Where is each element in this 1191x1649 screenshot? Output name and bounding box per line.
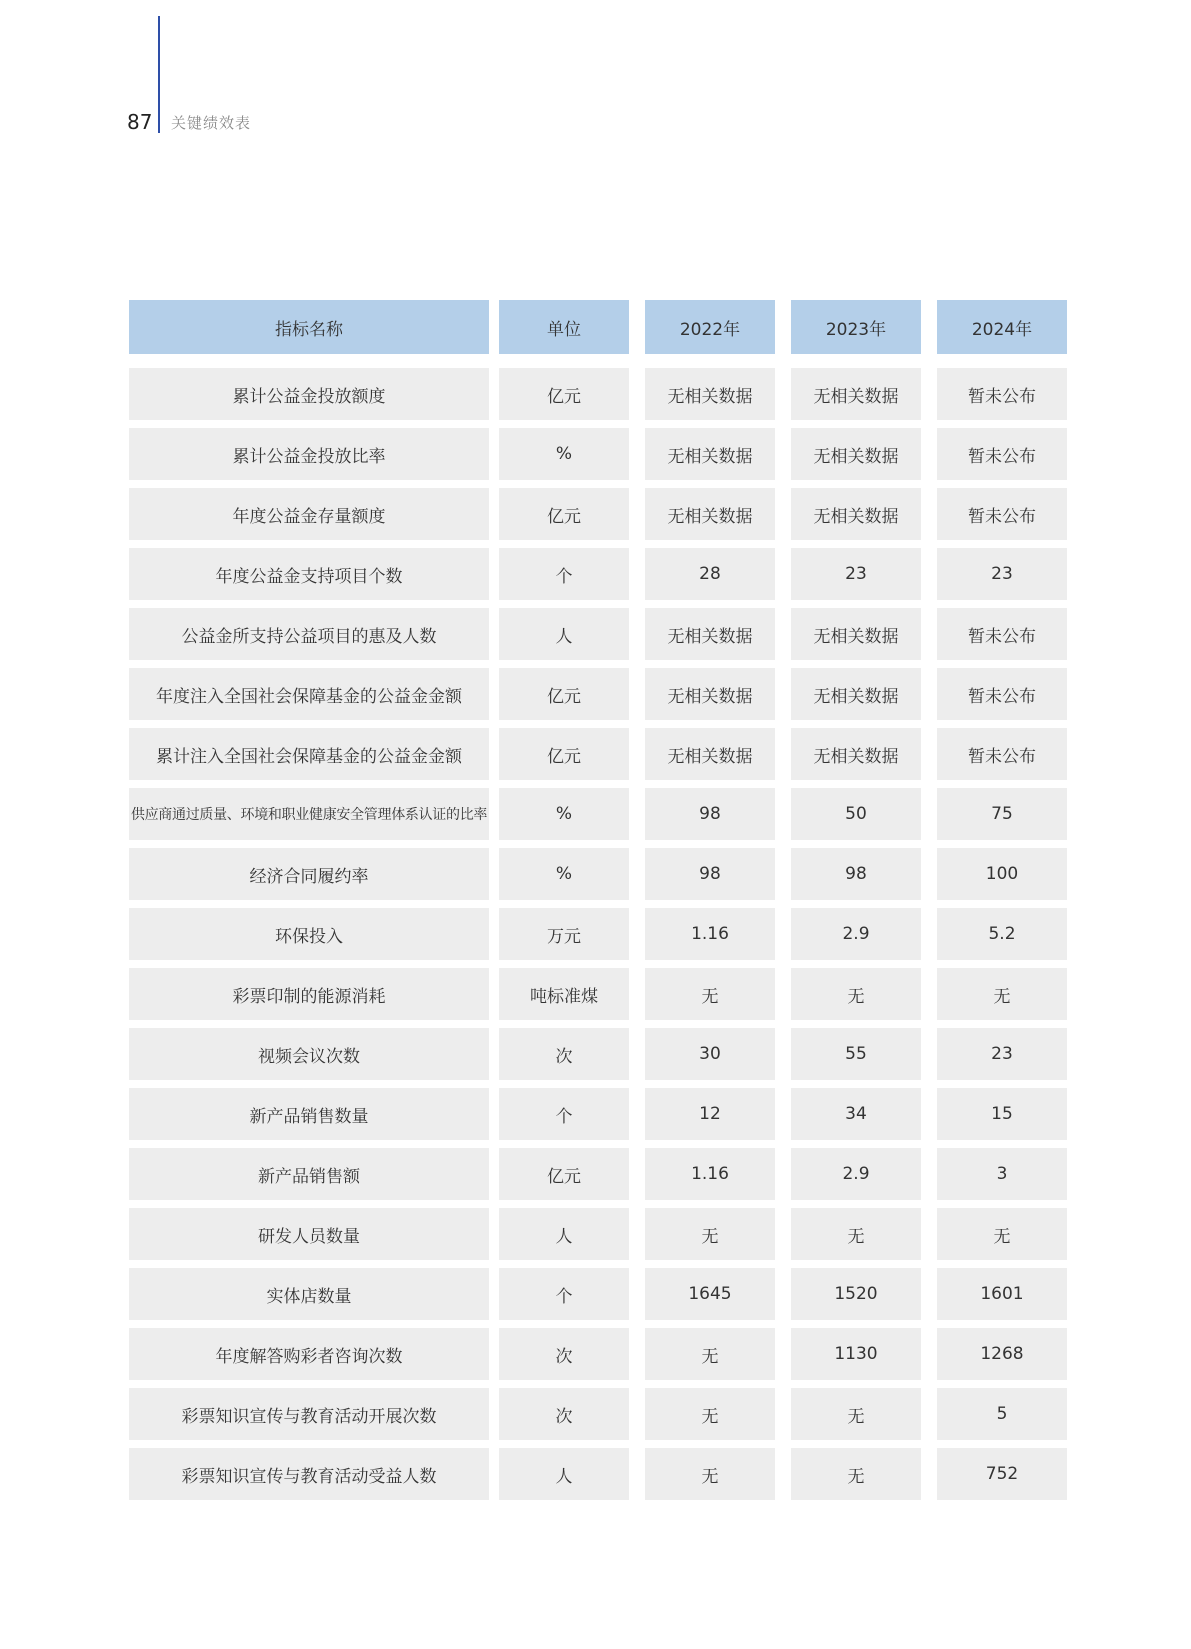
table-row [129,1388,1067,1440]
value-2022-cell: 无相关数据 [645,428,775,480]
unit-cell: 个 [499,1088,629,1140]
value-2022-cell: 无 [645,1448,775,1500]
table-row [129,608,1067,660]
value-2023-cell: 无相关数据 [791,368,921,420]
table-row [129,1028,1067,1080]
indicator-name-cell: 累计注入全国社会保障基金的公益金金额 [129,728,489,780]
indicator-name-cell: 彩票知识宣传与教育活动开展次数 [129,1388,489,1440]
value-2024-cell: 无 [937,1208,1067,1260]
value-2023-cell: 无 [791,968,921,1020]
table-row [129,1268,1067,1320]
header-unit: 单位 [499,300,629,354]
section-title: 关键绩效表 [171,114,252,132]
value-2024-cell: 752 [937,1448,1067,1500]
value-2024-cell: 15 [937,1088,1067,1140]
table-row [129,668,1067,720]
indicator-name-cell: 年度注入全国社会保障基金的公益金金额 [129,668,489,720]
value-2022-cell: 无相关数据 [645,608,775,660]
kpi-table [129,300,1067,1508]
unit-cell: 人 [499,1448,629,1500]
value-2022-cell: 无 [645,968,775,1020]
value-2023-cell: 无 [791,1208,921,1260]
value-2024-cell: 5 [937,1388,1067,1440]
unit-cell: 亿元 [499,488,629,540]
value-2023-cell: 无相关数据 [791,608,921,660]
indicator-name-cell: 公益金所支持公益项目的惠及人数 [129,608,489,660]
value-2024-cell: 暂未公布 [937,368,1067,420]
unit-cell: 人 [499,608,629,660]
value-2022-cell: 1645 [645,1268,775,1320]
indicator-name-cell: 新产品销售额 [129,1148,489,1200]
value-2022-cell: 98 [645,848,775,900]
value-2024-cell: 1268 [937,1328,1067,1380]
table-row [129,788,1067,840]
unit-cell: 人 [499,1208,629,1260]
unit-cell: 个 [499,1268,629,1320]
value-2024-cell: 1601 [937,1268,1067,1320]
table-row [129,848,1067,900]
page-number: 87 [127,110,153,134]
indicator-name-cell: 研发人员数量 [129,1208,489,1260]
value-2022-cell: 30 [645,1028,775,1080]
header-year-2024: 2024年 [937,300,1067,354]
value-2024-cell: 暂未公布 [937,488,1067,540]
value-2022-cell: 1.16 [645,1148,775,1200]
unit-cell: % [499,788,629,840]
indicator-name-cell: 彩票知识宣传与教育活动受益人数 [129,1448,489,1500]
table-row [129,428,1067,480]
value-2024-cell: 75 [937,788,1067,840]
value-2024-cell: 暂未公布 [937,728,1067,780]
value-2023-cell: 50 [791,788,921,840]
indicator-name-cell: 彩票印制的能源消耗 [129,968,489,1020]
value-2023-cell: 98 [791,848,921,900]
value-2024-cell: 无 [937,968,1067,1020]
value-2024-cell: 5.2 [937,908,1067,960]
value-2024-cell: 23 [937,548,1067,600]
table-row [129,488,1067,540]
unit-cell: % [499,848,629,900]
value-2023-cell: 无相关数据 [791,728,921,780]
indicator-name-cell: 年度解答购彩者咨询次数 [129,1328,489,1380]
unit-cell: 万元 [499,908,629,960]
unit-cell: 次 [499,1388,629,1440]
unit-cell: 个 [499,548,629,600]
table-row [129,908,1067,960]
table-row [129,1088,1067,1140]
indicator-name-cell: 累计公益金投放额度 [129,368,489,420]
unit-cell: 吨标准煤 [499,968,629,1020]
indicator-name-cell: 年度公益金支持项目个数 [129,548,489,600]
unit-cell: 亿元 [499,368,629,420]
value-2024-cell: 暂未公布 [937,608,1067,660]
indicator-name-cell: 累计公益金投放比率 [129,428,489,480]
table-row [129,368,1067,420]
value-2024-cell: 23 [937,1028,1067,1080]
value-2023-cell: 无相关数据 [791,668,921,720]
value-2023-cell: 23 [791,548,921,600]
value-2023-cell: 无相关数据 [791,488,921,540]
value-2023-cell: 55 [791,1028,921,1080]
value-2022-cell: 无相关数据 [645,668,775,720]
value-2022-cell: 无相关数据 [645,488,775,540]
value-2023-cell: 2.9 [791,908,921,960]
value-2022-cell: 无相关数据 [645,728,775,780]
header-indicator-name: 指标名称 [129,300,489,354]
table-row [129,1148,1067,1200]
value-2022-cell: 28 [645,548,775,600]
indicator-name-cell: 环保投入 [129,908,489,960]
value-2022-cell: 无 [645,1328,775,1380]
table-row [129,1448,1067,1500]
value-2022-cell: 12 [645,1088,775,1140]
indicator-name-cell: 经济合同履约率 [129,848,489,900]
value-2022-cell: 1.16 [645,908,775,960]
value-2022-cell: 98 [645,788,775,840]
value-2023-cell: 2.9 [791,1148,921,1200]
table-body [129,368,1067,1500]
value-2022-cell: 无 [645,1388,775,1440]
unit-cell: 次 [499,1328,629,1380]
accent-vertical-line [158,16,160,133]
value-2023-cell: 1130 [791,1328,921,1380]
table-row [129,968,1067,1020]
table-row [129,1328,1067,1380]
table-row [129,548,1067,600]
unit-cell: % [499,428,629,480]
value-2023-cell: 无 [791,1388,921,1440]
indicator-name-cell: 视频会议次数 [129,1028,489,1080]
indicator-name-cell: 新产品销售数量 [129,1088,489,1140]
table-row [129,728,1067,780]
value-2023-cell: 无 [791,1448,921,1500]
value-2023-cell: 无相关数据 [791,428,921,480]
unit-cell: 次 [499,1028,629,1080]
indicator-name-cell: 供应商通过质量、环境和职业健康安全管理体系认证的比率 [129,788,489,840]
value-2024-cell: 100 [937,848,1067,900]
unit-cell: 亿元 [499,1148,629,1200]
value-2022-cell: 无 [645,1208,775,1260]
value-2022-cell: 无相关数据 [645,368,775,420]
unit-cell: 亿元 [499,728,629,780]
header-year-2023: 2023年 [791,300,921,354]
value-2023-cell: 34 [791,1088,921,1140]
indicator-name-cell: 年度公益金存量额度 [129,488,489,540]
indicator-name-cell: 实体店数量 [129,1268,489,1320]
value-2024-cell: 3 [937,1148,1067,1200]
value-2023-cell: 1520 [791,1268,921,1320]
unit-cell: 亿元 [499,668,629,720]
table-row [129,1208,1067,1260]
header-year-2022: 2022年 [645,300,775,354]
table-header-row [129,300,1067,354]
value-2024-cell: 暂未公布 [937,428,1067,480]
value-2024-cell: 暂未公布 [937,668,1067,720]
